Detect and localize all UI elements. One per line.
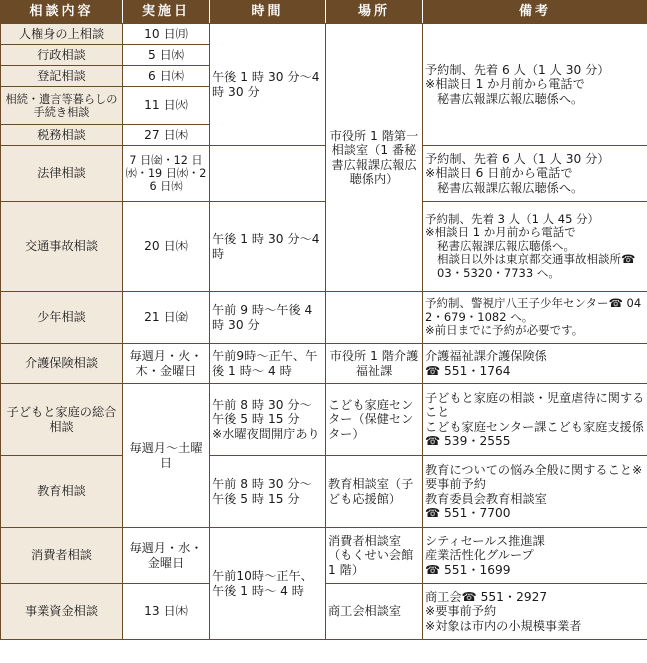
time-consumer-business: 午前10時〜正午、午後 1 時〜 4 時 [210,528,326,640]
date-administrative: 5 日㈬ [123,45,210,66]
time-juvenile: 午前 9 時〜午後 4 時 30 分 [210,292,326,344]
notes-education [423,456,647,528]
notes-consumer [423,528,647,584]
table-row [1,344,647,384]
notes-line: ※前日までに予約が必要です。 [425,323,584,338]
topic-human-rights: 人権身の上相談 [1,24,123,45]
date-registration: 6 日㈭ [123,66,210,87]
notes-line: ※相談日 6 日前から電話で [425,166,573,181]
notes-line: 予約制、先着 3 人（1 人 45 分） [425,211,600,226]
table-row [1,456,647,528]
place-kodomo-center: こども家庭センター（保健センター） [326,384,423,456]
table-row [1,528,647,584]
notes-line: 予約制、先着 6 人（1 人 30 分） [425,62,610,77]
topic-registration: 登記相談 [1,66,123,87]
notes-group1 [423,24,647,146]
header-topic: 相談内容 [1,1,123,24]
notes-child-family [423,384,647,456]
header-place: 場所 [326,1,423,24]
time-education: 午前 8 時 30 分〜午後 5 時 15 分 [210,456,326,528]
time-care-insurance: 午前9時〜正午、午後 1 時〜 4 時 [210,344,326,384]
place-consumer-room: 消費者相談室（もくせい会館 1 階） [326,528,423,584]
notes-line: ※相談日 1 か月前から電話で [425,77,585,92]
date-consumer: 毎週月・水・金曜日 [123,528,210,584]
date-juvenile: 21 日㈮ [123,292,210,344]
notes-care-insurance [423,344,647,384]
header-time: 時間 [210,1,326,24]
place-city-hall-care: 市役所 1 階介護福祉課 [326,344,423,384]
notes-line: 秘書広報課広報広聴係へ。 [437,180,584,195]
notes-line: 相談日以外は東京都交通事故相談所☎ 03・5320・7733 へ。 [437,252,636,280]
time-group1: 午後 1 時 30 分〜4 時 30 分 [210,24,326,146]
time-traffic: 午後 1 時 30 分〜4 時 [210,202,326,292]
table-row [1,384,647,456]
notes-business-funds [423,584,647,640]
topic-traffic: 交通事故相談 [1,202,123,292]
notes-line: 秘書広報課広報広聴係へ。 [437,238,575,253]
date-child-education: 毎週月〜土曜日 [123,384,210,528]
topic-care-insurance: 介護保険相談 [1,344,123,384]
time-line: 午前 8 時 30 分〜午後 5 時 15 分 [212,397,312,427]
table-row [1,24,647,45]
header-notes: 備考 [423,1,647,24]
table-row [1,202,647,292]
place-chamber-room: 商工会相談室 [326,584,423,640]
table-row [1,292,647,344]
place-city-hall-consult: 市役所 1 階第一相談室（1 番秘書広報課広報広聴係内） [326,24,423,292]
notes-line: 予約制、警視庁八王子少年センター☎ 042・679・1082 へ。 [425,296,642,324]
notes-line: 秘書広報課広報広聴係へ。 [437,91,584,106]
time-legal-empty [210,146,326,202]
topic-business-funds: 事業資金相談 [1,584,123,640]
notes-line: ※相談日 1 か月前から電話で [425,225,576,240]
table-row [1,146,647,202]
time-note: ※水曜夜間開庁あり [212,426,320,441]
notes-traffic [423,202,647,292]
topic-education: 教育相談 [1,456,123,528]
notes-line: こども家庭センター課こども家庭支援係☎ 539・2555 [425,419,644,448]
notes-line: ☎ 551・7700 [425,506,511,520]
notes-line: ☎ 551・1699 [425,562,511,577]
date-human-rights: 10 日㈪ [123,24,210,45]
notes-line: 産業活性化グループ [425,548,534,563]
notes-line: 教育委員会教育相談室 [425,491,547,506]
date-care-insurance: 毎週月・火・木・金曜日 [123,344,210,384]
topic-tax: 税務相談 [1,125,123,146]
topic-child-family: 子どもと家庭の総合相談 [1,384,123,456]
notes-line: 商工会☎ 551・2927 [425,589,548,604]
notes-line: シティセールス推進課 [425,533,545,548]
topic-administrative: 行政相談 [1,45,123,66]
notes-legal [423,146,647,202]
time-child-family [210,384,326,456]
date-tax: 27 日㈭ [123,125,210,146]
topic-inheritance: 相続・遺言等暮らしの手続き相談 [1,87,123,125]
topic-juvenile: 少年相談 [1,292,123,344]
date-business-funds: 13 日㈭ [123,584,210,640]
header-row [1,1,647,24]
header-date: 実施日 [123,1,210,24]
notes-juvenile [423,292,647,344]
notes-line: ※対象は市内の小規模事業者 [425,618,582,633]
place-education-room: 教育相談室（子ども応援館） [326,456,423,528]
notes-line: 子どもと家庭の相談・児童虐待に関すること [425,390,645,419]
notes-line: ☎ 551・1764 [425,363,511,378]
date-inheritance: 11 日㈫ [123,87,210,125]
notes-line: 教育についての悩み全般に関すること※要事前予約 [425,462,643,491]
topic-legal: 法律相談 [1,146,123,202]
place-juvenile-empty [326,292,423,344]
date-legal: 7 日㈮・12 日㈬・19 日㈬・26 日㈬ [123,146,210,202]
notes-line: 介護福祉課介護保険係 [425,349,547,363]
notes-line: 予約制、先着 6 人（1 人 30 分） [425,151,610,166]
notes-line: ※要事前予約 [425,604,497,619]
date-traffic: 20 日㈭ [123,202,210,292]
topic-consumer: 消費者相談 [1,528,123,584]
